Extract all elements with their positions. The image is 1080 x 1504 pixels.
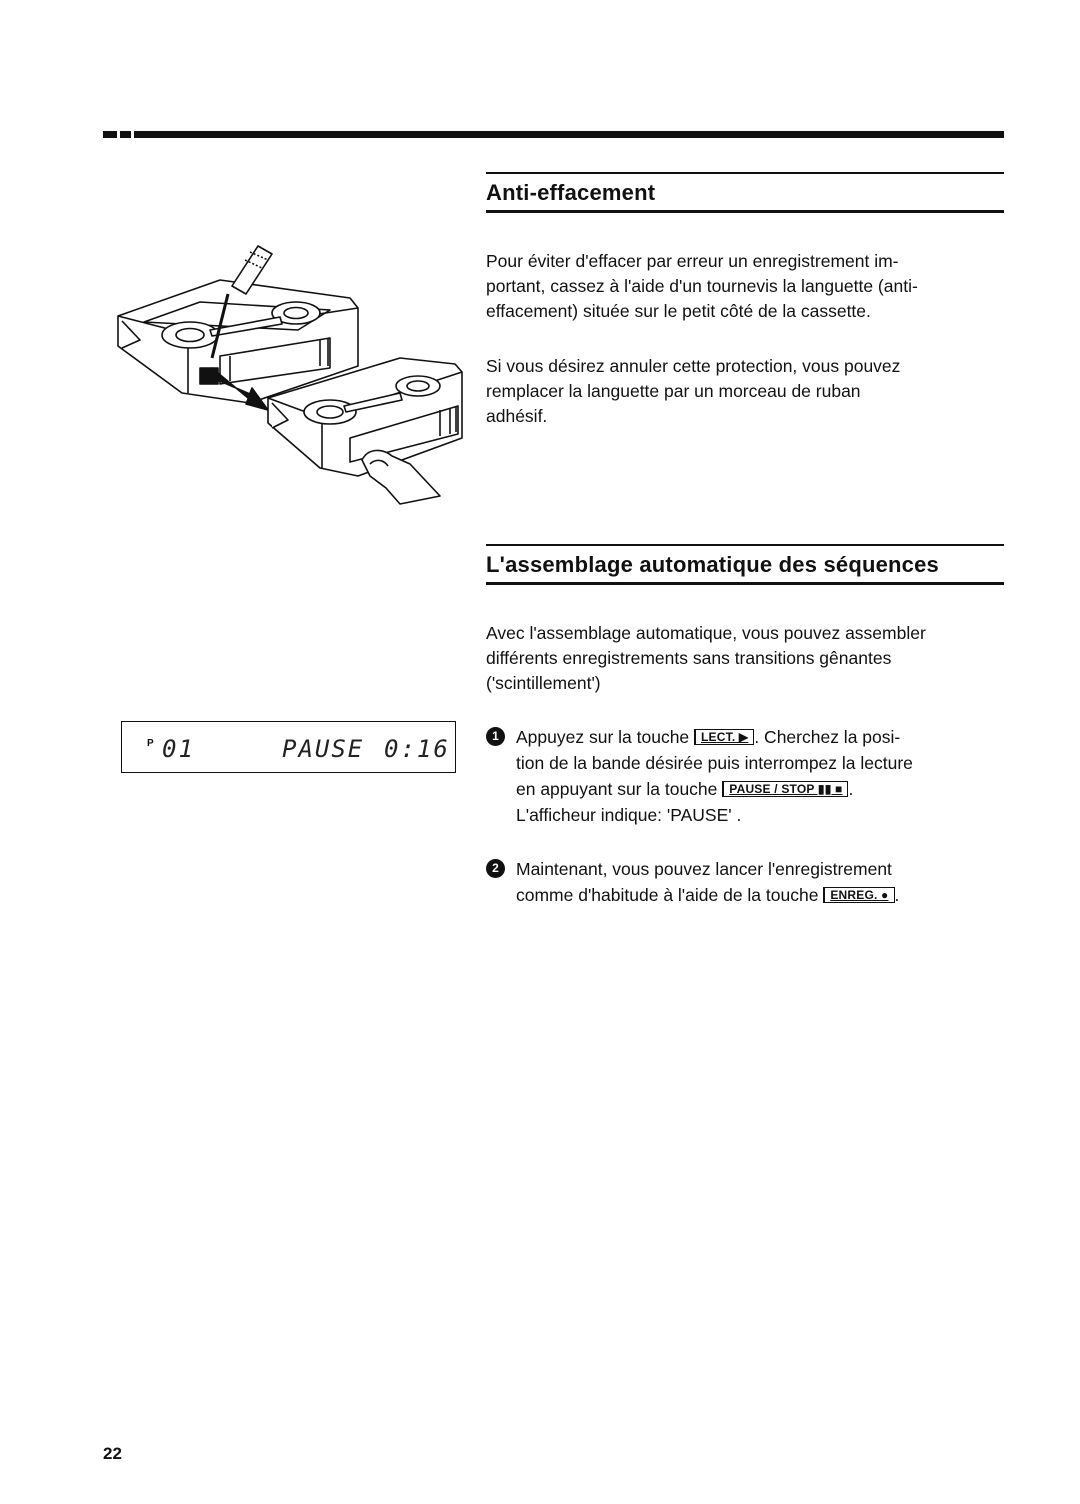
vcr-display bbox=[121, 721, 456, 773]
section-rule bbox=[486, 544, 1004, 546]
step-2: 2 Maintenant, vous pouvez lancer l'enregistrement comme d'habitude à l'aide de la touche ENREG. ● . bbox=[486, 856, 1008, 908]
paragraph: Avec l'assemblage automatique, vous pouvez assembler différents enregistrements sans transitions gênantes ('scintillement') bbox=[486, 623, 926, 693]
display-status: PAUSE bbox=[282, 735, 365, 763]
section-rule bbox=[486, 582, 1004, 585]
section-rule bbox=[486, 210, 1004, 213]
cassette-illustration bbox=[100, 238, 470, 513]
top-rule bbox=[103, 131, 1004, 138]
section-title-anti-effacement: Anti-effacement bbox=[486, 180, 656, 205]
pause-stop-key: PAUSE / STOP ▮▮ ■ bbox=[722, 781, 848, 797]
step-1: 1 Appuyez sur la touche LECT. ▶ . Cherchez la posi- tion de la bande désirée puis interrompez la lecture en appuyant sur la touche PAUSE / STOP ▮▮ ■ . L'afficheur indique: 'PAUSE' . bbox=[486, 724, 1008, 828]
lect-play-key: LECT. ▶ bbox=[694, 729, 754, 745]
display-time: 0:16 bbox=[384, 735, 450, 763]
step-number: 2 bbox=[486, 859, 505, 878]
display-channel: 01 bbox=[162, 735, 195, 763]
program-indicator: P bbox=[147, 738, 154, 749]
paragraph: Pour éviter d'effacer par erreur un enregistrement im- portant, cassez à l'aide d'un tournevis la languette (anti- effacement) située sur le petit côté de la cassette. bbox=[486, 251, 918, 321]
enreg-record-key: ENREG. ● bbox=[823, 887, 894, 903]
step-number: 1 bbox=[486, 727, 505, 746]
paragraph: Si vous désirez annuler cette protection, vous pouvez remplacer la languette par un morceau de ruban adhésif. bbox=[486, 356, 901, 426]
page-number: 22 bbox=[103, 1444, 122, 1463]
section-title-assemblage: L'assemblage automatique des séquences bbox=[486, 552, 939, 577]
section-rule bbox=[486, 172, 1004, 174]
